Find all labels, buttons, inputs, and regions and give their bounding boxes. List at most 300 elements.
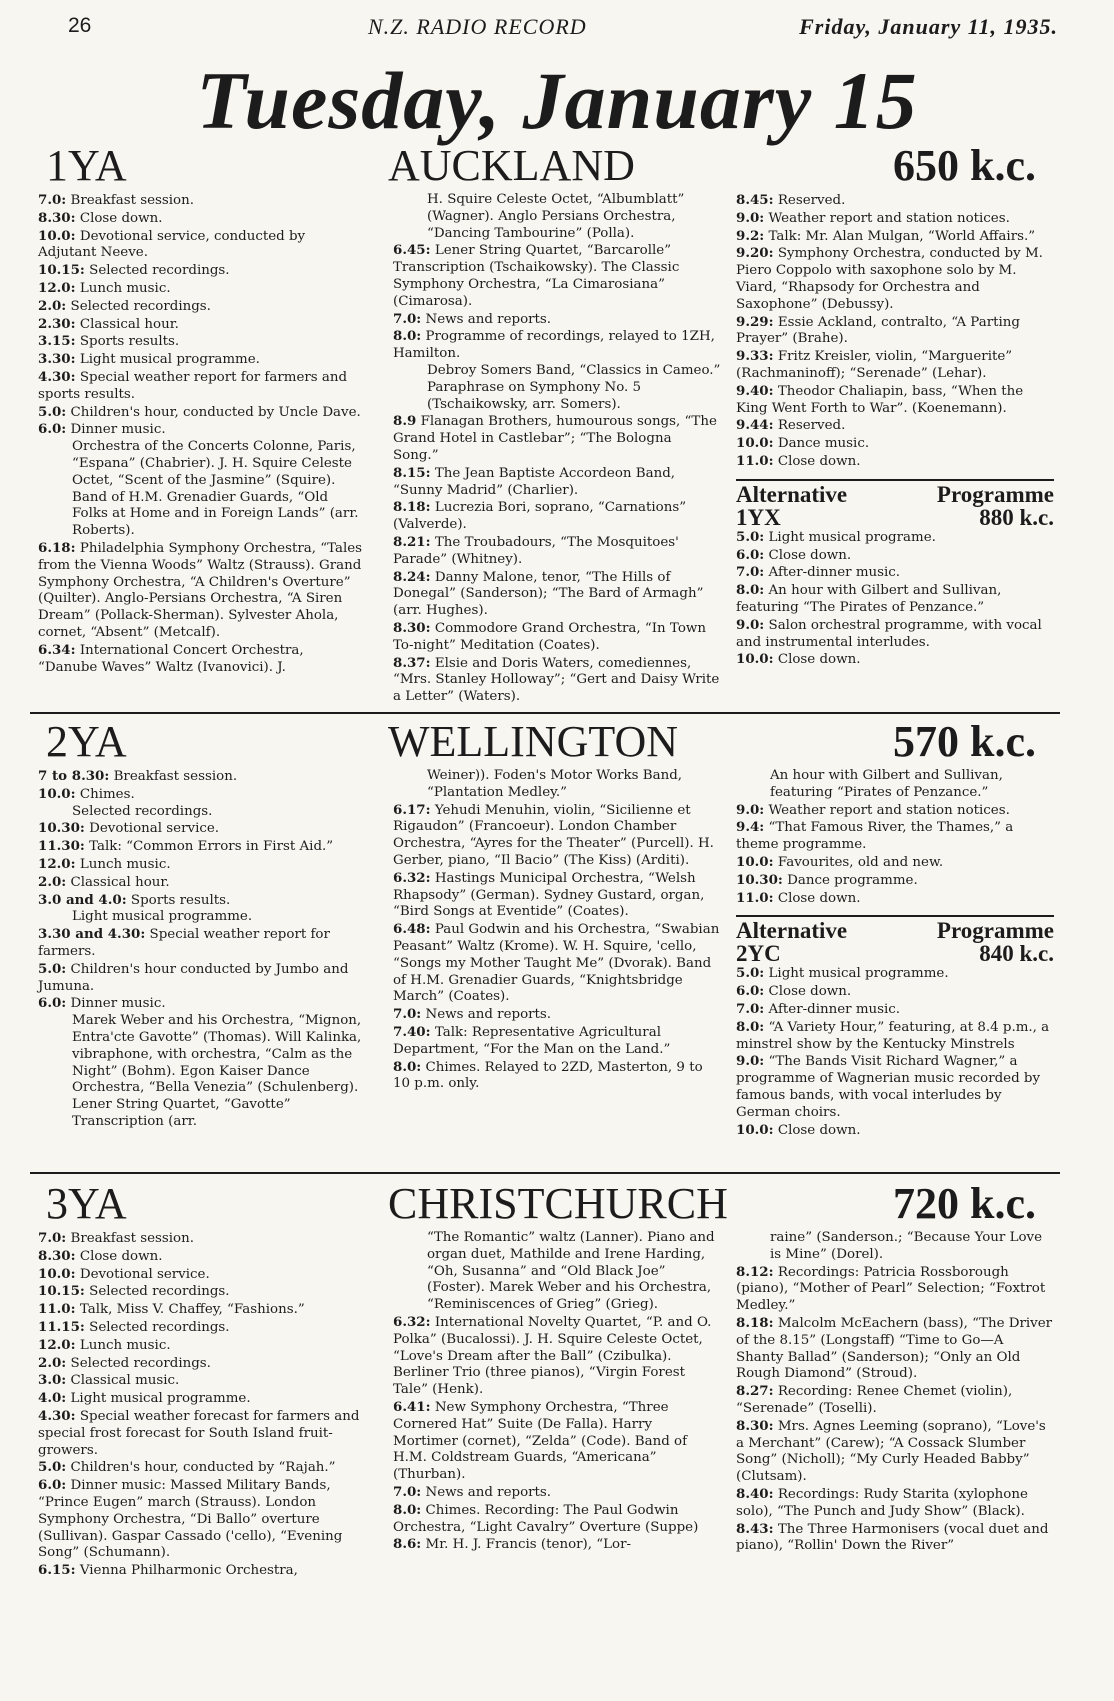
entry-text: H. Squire Celeste Octet, “Albumblatt” (Wagner). Anglo Persians Orchestra, “Dancing Tambourine” (Polla). — [427, 192, 685, 241]
entry-time: 6.17: — [393, 801, 431, 818]
programme-entry — [736, 1383, 1054, 1418]
entry-time: 6.48: — [393, 921, 431, 938]
programme-entry — [38, 874, 366, 892]
entry-text: The Jean Baptiste Accordeon Band, “Sunny Madrid” (Charlier). — [393, 465, 676, 498]
entry-text: Fritz Kreisler, violin, “Marguerite” (Rachmaninoff); “Serenade” (Lehar). — [736, 349, 1013, 381]
entry-text: Classical hour. — [70, 874, 170, 890]
entry-time: 6.32: — [393, 869, 431, 886]
entry-text: Weather report and station notices. — [768, 210, 1010, 226]
programme-entry — [393, 363, 721, 413]
programme-entry — [38, 995, 366, 1013]
station-call-sign: 2YA — [46, 717, 127, 766]
entry-time: 5.0: — [38, 1459, 67, 1476]
programme-entry — [38, 1230, 366, 1248]
entry-time: 8.45: — [736, 192, 774, 208]
programme-entry — [736, 872, 1054, 890]
station-header — [38, 1180, 1056, 1228]
entry-time: 12.0: — [38, 855, 76, 872]
entry-time: 9.29: — [736, 313, 774, 330]
entry-time: 4.30: — [38, 1407, 76, 1424]
programme-entry — [393, 1536, 721, 1554]
entry-text: Close down. — [768, 547, 852, 563]
alternative-frequency: 840 k.c. — [979, 941, 1054, 967]
entry-text: Close down. — [768, 984, 852, 1000]
entry-time: 3.0: — [38, 1372, 67, 1389]
day-title: Tuesday, January 15 — [196, 55, 918, 146]
programme-entry — [393, 499, 721, 534]
entry-text: Breakfast session. — [113, 769, 238, 784]
entry-text: Salon orchestral programme, with vocal and instrumental interludes. — [736, 617, 1042, 650]
programme-entry — [38, 298, 366, 316]
entry-text: Lunch music. — [79, 1337, 171, 1353]
programme-label: Programme — [936, 918, 1054, 944]
alternative-programme — [736, 479, 1054, 669]
programme-entry — [393, 1399, 721, 1484]
entry-text: Selected recordings. — [89, 263, 230, 279]
programme-entry — [736, 617, 1054, 652]
entry-text: Dinner music. — [70, 996, 166, 1012]
programme-entry — [736, 1315, 1054, 1383]
entry-time: 3.30: — [38, 351, 76, 368]
entry-text: Close down. — [777, 652, 861, 668]
station-auckland — [38, 142, 1056, 712]
entry-text: Recordings: Rudy Starita (xylophone solo), “The Punch and Judy Show” (Black). — [736, 1486, 1028, 1519]
programme-entry — [38, 540, 366, 642]
programme-entry — [393, 655, 721, 706]
programme-column-1 — [38, 192, 366, 676]
programme-entry — [38, 1477, 366, 1562]
entry-time: 6.0: — [736, 983, 765, 1000]
entry-time: 3.30 and 4.30: — [38, 926, 146, 943]
alternative-label: Alternative — [736, 481, 848, 507]
entry-text: Philadelphia Symphony Orchestra, “Tales from the Vienna Woods” Waltz (Strauss). Grand Symphony Orchestra, “A Children's Overture” (Quilter). Anglo-Persians Orchestra, “A Siren Dream” (Pollack-Sherman). Sylvester Ahola, cornet, “Absent” (Metcalf). — [38, 540, 363, 640]
entry-text: Selected recordings. — [89, 1284, 230, 1300]
entry-text: Close down. — [79, 210, 163, 226]
station-call-sign: 3YA — [46, 1179, 127, 1228]
programme-entry — [736, 983, 1054, 1001]
entry-text: Malcolm McEachern (bass), “The Driver of the 8.15” (Longstaff) “Time to Go—A Shanty Ballad” (Sanderson); “Only an Old Rough Diamond” (Stroud). — [736, 1315, 1053, 1382]
programme-entry — [736, 245, 1054, 313]
entry-time: 9.20: — [736, 245, 774, 262]
entry-time: 7 to 8.30: — [38, 768, 110, 784]
entry-time: 11.0: — [38, 1301, 76, 1318]
entry-time: 8.30: — [736, 1417, 774, 1434]
programme-entry — [38, 421, 366, 439]
programme-entry — [736, 1122, 1054, 1140]
programme-column-2 — [393, 1230, 721, 1554]
programme-column-3 — [736, 768, 1054, 1139]
programme-entry — [736, 819, 1054, 854]
programme-entry — [38, 1408, 366, 1459]
entry-text: Recordings: Patricia Rossborough (piano), “Mother of Pearl” Selection; “Foxtrot Medley.” — [736, 1264, 1046, 1314]
programme-entry — [38, 369, 366, 404]
entry-time: 5.0: — [736, 965, 765, 982]
entry-time: 6.18: — [38, 539, 76, 556]
entry-time: 6.15: — [38, 1562, 76, 1579]
publication-title: N.Z. RADIO RECORD — [368, 14, 587, 39]
entry-text: Mr. H. J. Francis (tenor), “Lor- — [425, 1537, 631, 1553]
entry-time: 8.27: — [736, 1383, 774, 1400]
station-frequency: 720 k.c. — [893, 1179, 1036, 1228]
programme-entry — [393, 870, 721, 921]
programme-entry — [736, 417, 1054, 435]
entry-text: Vienna Philharmonic Orchestra, — [79, 1563, 298, 1579]
programme-column-2 — [393, 768, 721, 1093]
entry-text: Elsie and Doris Waters, comediennes, “Mrs. Stanley Holloway”; “Gert and Daisy Write a Letter” (Waters). — [393, 655, 720, 705]
programme-entry — [38, 768, 366, 786]
entry-text: News and reports. — [425, 311, 552, 327]
programme-entry — [736, 453, 1054, 471]
programme-entry — [38, 804, 366, 821]
programme-entry — [393, 802, 721, 870]
entry-text: News and reports. — [425, 1484, 552, 1500]
entry-time: 10.0: — [736, 435, 774, 452]
entry-text: Special weather report for farmers. — [38, 927, 330, 959]
programme-entry — [393, 328, 721, 363]
programme-entry — [736, 965, 1054, 983]
entry-text: Paul Godwin and his Orchestra, “Swabian Peasant” Waltz (Krome). W. H. Squire, 'cello, “Songs my Mother Taught Me” (Dvorak). Band of H.M. Grenadier Guards, “Knightsbridge March” (Coates). — [393, 922, 720, 1005]
entry-text: Talk, Miss V. Chaffey, “Fashions.” — [79, 1302, 305, 1318]
entry-text: Light musical programme. — [79, 352, 260, 368]
programme-entry — [736, 1521, 1054, 1556]
programme-entry — [736, 1053, 1054, 1121]
entry-text: Light musical programme. — [768, 966, 949, 982]
programme-entry — [736, 435, 1054, 453]
entry-time: 10.15: — [38, 1283, 85, 1300]
programme-entry — [38, 316, 366, 334]
entry-time: 7.40: — [393, 1023, 431, 1040]
entry-text: Dance music. — [777, 436, 870, 452]
entry-time: 10.0: — [736, 651, 774, 668]
programme-entry — [38, 262, 366, 280]
programme-entry — [38, 210, 366, 228]
entry-time: 11.0: — [736, 452, 774, 469]
entry-time: 8.0: — [393, 328, 422, 345]
alternative-programme-list — [736, 965, 1054, 1139]
entry-text: Close down. — [777, 890, 861, 906]
programme-entry — [736, 1486, 1054, 1521]
entry-text: Light musical programme. — [70, 1391, 251, 1407]
entry-time: 9.33: — [736, 348, 774, 365]
entry-text: Orchestra of the Concerts Colonne, Paris, “Espana” (Chabrier). J. H. Squire Celeste Octet, “Scent of the Jasmine” (Squire). Band of H.M. Grenadier Guards, “Old Folks at Home and in Foreign Lands” (arr. Roberts). — [72, 439, 359, 539]
alternative-header — [736, 919, 1054, 965]
entry-time: 7.0: — [736, 1000, 765, 1017]
programme-column-3 — [736, 1230, 1054, 1555]
entry-time: 7.0: — [38, 192, 67, 208]
programme-entry — [393, 569, 721, 620]
station-city: AUCKLAND — [388, 141, 635, 190]
entry-time: 6.32: — [393, 1313, 431, 1330]
entry-time: 11.15: — [38, 1318, 85, 1335]
entry-text: News and reports. — [425, 1007, 552, 1023]
entry-text: Chimes. Recording: The Paul Godwin Orchestra, “Light Cavalry” Overture (Suppe) — [393, 1502, 699, 1535]
programme-entry — [736, 1418, 1054, 1486]
entry-time: 8.0: — [393, 1058, 422, 1075]
entry-text: New Symphony Orchestra, “Three Cornered Hat” Suite (De Falla). Harry Mortimer (cornet), “Zelda” (Code). Band of H.M. Coldstream Guards, “Americana” (Thurban). — [393, 1399, 688, 1483]
entry-text: Theodor Chaliapin, bass, “When the King Went Forth to War”. (Koenemann). — [736, 383, 1024, 416]
entry-time: 10.0: — [38, 1265, 76, 1282]
programme-entry — [736, 210, 1054, 228]
entry-text: “That Famous River, the Thames,” a theme programme. — [736, 820, 1014, 853]
entry-text: The Three Harmonisers (vocal duet and piano), “Rollin' Down the River” — [736, 1521, 1049, 1554]
entry-text: Lener String Quartet, “Barcarolle” Transcription (Tschaikowsky). The Classic Symphony Orchestra, “La Cimarosiana” (Cimarosa). — [393, 243, 680, 309]
entry-time: 9.4: — [736, 819, 765, 836]
station-header — [38, 718, 1056, 766]
entry-time: 9.0: — [736, 1053, 765, 1070]
entry-time: 5.0: — [736, 528, 765, 545]
page-header — [38, 14, 1058, 44]
programme-entry — [38, 1319, 366, 1337]
entry-time: 8.30: — [38, 209, 76, 226]
programme-column-1 — [38, 768, 366, 1131]
main-programme-list — [736, 768, 1054, 907]
entry-time: 12.0: — [38, 1336, 76, 1353]
programme-entry — [736, 348, 1054, 383]
entry-time: 9.0: — [736, 801, 765, 818]
station-call-sign: 1YA — [46, 141, 127, 190]
entry-text: Mrs. Agnes Leeming (soprano), “Love's a Merchant” (Carew); “A Cossack Slumber Song” (Nicholl); “My Curly Headed Babby” (Clutsam). — [736, 1418, 1046, 1485]
entry-time: 6.34: — [38, 641, 76, 658]
programme-label: Programme — [936, 481, 1054, 507]
entry-time: 9.0: — [736, 616, 765, 633]
programme-entry — [38, 838, 366, 856]
entry-time: 10.0: — [38, 227, 76, 244]
programme-entry — [38, 1562, 366, 1580]
entry-text: “A Variety Hour,” featuring, at 8.4 p.m., a minstrel show by the Kentucky Minstrels — [736, 1019, 1050, 1052]
entry-text: An hour with Gilbert and Sullivan, featuring “Pirates of Penzance.” — [770, 768, 1003, 800]
entry-time: 10.0: — [736, 1121, 774, 1138]
entry-text: Debroy Somers Band, “Classics in Cameo.” Paraphrase on Symphony No. 5 (Tschaikowsky, arr. Somers). — [427, 362, 721, 412]
entry-text: “The Romantic” waltz (Lanner). Piano and organ duet, Mathilde and Irene Harding, “Oh, Susanna” and “Old Black Joe” (Foster). Marek Weber and his Orchestra, “Reminiscences of Grieg” (Grieg). — [427, 1230, 715, 1313]
entry-text: Devotional service, conducted by Adjutant Neeve. — [38, 228, 306, 261]
entry-time: 8.24: — [393, 568, 431, 585]
entry-text: Selected recordings. — [70, 1355, 211, 1371]
programme-entry — [393, 1502, 721, 1537]
programme-entry — [393, 465, 721, 500]
entry-time: 8.15: — [393, 464, 431, 481]
entry-text: Lunch music. — [79, 280, 171, 296]
entry-time: 8.18: — [736, 1314, 774, 1331]
programme-entry — [393, 534, 721, 569]
programme-entry — [38, 1283, 366, 1301]
programme-entry — [736, 854, 1054, 872]
entry-text: Chimes. Relayed to 2ZD, Masterton, 9 to 10 p.m. only. — [393, 1059, 703, 1092]
entry-text: Favourites, old and new. — [777, 854, 944, 870]
station-header — [38, 142, 1056, 190]
entry-text: Children's hour conducted by Jumbo and Jumuna. — [38, 961, 349, 994]
entry-text: “The Bands Visit Richard Wagner,” a programme of Wagnerian music recorded by famous bands, with vocal interludes by German choirs. — [736, 1054, 1041, 1120]
entry-time: 2.0: — [38, 1354, 67, 1371]
entry-time: 7.0: — [38, 1230, 67, 1246]
programme-column-3 — [736, 192, 1054, 669]
programme-entry — [38, 333, 366, 351]
entry-time: 8.6: — [393, 1536, 422, 1553]
entry-time: 12.0: — [38, 279, 76, 296]
entry-text: Essie Ackland, contralto, “A Parting Prayer” (Brahe). — [736, 314, 1020, 347]
entry-text: Breakfast session. — [70, 1231, 194, 1246]
entry-text: Yehudi Menuhin, violin, “Sicilienne et Rigaudon” (Francoeur). London Chamber Orchestra, “Ayres for the Theater” (Purcell). H. Gerber, piano, “Il Bacio” (The Kiss) (Arditi). — [393, 802, 714, 868]
entry-time: 5.0: — [38, 960, 67, 977]
programme-entry — [38, 351, 366, 369]
entry-text: Classical music. — [70, 1373, 180, 1389]
entry-text: Classical hour. — [79, 316, 179, 332]
entry-text: International Novelty Quartet, “P. and O. Polka” (Bucalossi). J. H. Squire Celeste Octet, “Love's Dream after the Ball” (Czibulka). Berliner Trio (three pianos), “Virgin Forest Tale” (Henk). — [393, 1314, 712, 1398]
entry-time: 2.0: — [38, 873, 67, 890]
entry-text: Commodore Grand Orchestra, “In Town To-night” Meditation (Coates). — [393, 620, 706, 653]
programme-entry — [38, 1390, 366, 1408]
entry-text: Breakfast session. — [70, 193, 194, 208]
programme-entry — [393, 311, 721, 329]
programme-column-1 — [38, 1230, 366, 1580]
entry-time: 8.30: — [393, 619, 431, 636]
programme-entry — [38, 1301, 366, 1319]
issue-date: Friday, January 11, 1935. — [799, 14, 1058, 39]
alternative-frequency: 880 k.c. — [979, 504, 1054, 530]
entry-text: Flanagan Brothers, humourous songs, “The Grand Hotel in Castlebar”; “The Bologna Song.” — [393, 414, 717, 463]
entry-time: 8.0: — [736, 1018, 765, 1035]
programme-entry — [393, 1314, 721, 1399]
programme-entry — [38, 786, 366, 804]
entry-text: Selected recordings. — [72, 803, 213, 819]
entry-time: 6.41: — [393, 1398, 431, 1415]
programme-entry — [393, 192, 721, 242]
programme-entry — [38, 1355, 366, 1373]
entry-time: 10.30: — [38, 820, 85, 837]
entry-time: 9.44: — [736, 417, 774, 434]
entry-text: Selected recordings. — [89, 1319, 230, 1335]
entry-time: 6.0: — [38, 995, 67, 1012]
entry-time: 11.30: — [38, 838, 85, 855]
programme-entry — [38, 280, 366, 298]
programme-entry — [38, 1372, 366, 1390]
page-number: 26 — [68, 14, 92, 37]
entry-text: After-dinner music. — [768, 1001, 901, 1017]
entry-time: 11.0: — [736, 889, 774, 906]
entry-time: 8.40: — [736, 1485, 774, 1502]
programme-entry — [736, 228, 1054, 246]
entry-time: 8.30: — [38, 1247, 76, 1264]
programme-entry — [736, 192, 1054, 210]
programme-entry — [736, 1264, 1054, 1315]
programme-entry — [38, 909, 366, 926]
entry-time: 8.0: — [736, 582, 765, 599]
entry-time: 8.21: — [393, 533, 431, 550]
entry-text: Devotional service. — [89, 821, 220, 837]
programme-entry — [736, 768, 1054, 802]
entry-text: Sports results. — [130, 892, 231, 908]
entry-time: 3.0 and 4.0: — [38, 891, 127, 908]
programme-entry — [393, 1006, 721, 1024]
programme-column-2 — [393, 192, 721, 706]
programme-entry — [736, 1230, 1054, 1264]
programme-entry — [38, 1459, 366, 1477]
alternative-programme-list — [736, 529, 1054, 669]
programme-entry — [736, 314, 1054, 349]
entry-text: Reserved. — [777, 193, 846, 208]
programme-entry — [393, 1024, 721, 1059]
programme-entry — [736, 1019, 1054, 1054]
programme-entry — [38, 404, 366, 422]
entry-time: 4.30: — [38, 368, 76, 385]
entry-time: 2.30: — [38, 315, 76, 332]
entry-text: Special weather forecast for farmers and special frost forecast for South Island fruit-growers. — [38, 1408, 360, 1458]
programme-entry — [38, 439, 366, 540]
station-city: CHRISTCHURCH — [388, 1179, 728, 1228]
programme-entry — [393, 1059, 721, 1094]
entry-text: Talk: “Common Errors in First Aid.” — [89, 839, 334, 855]
entry-text: Talk: Mr. Alan Mulgan, “World Affairs.” — [768, 228, 1036, 244]
entry-time: 10.0: — [736, 853, 774, 870]
alternative-programme — [736, 915, 1054, 1139]
programme-entry — [393, 242, 721, 310]
entry-time: 9.2: — [736, 227, 765, 244]
entry-text: Special weather report for farmers and sports results. — [38, 369, 348, 402]
programme-entry — [736, 529, 1054, 547]
entry-time: 2.0: — [38, 297, 67, 314]
section-divider — [30, 1172, 1060, 1174]
entry-text: Children's hour, conducted by Uncle Dave. — [70, 404, 361, 420]
entry-time: 7.0: — [393, 1006, 422, 1023]
alternative-label: Alternative — [736, 918, 848, 944]
programme-entry — [736, 802, 1054, 820]
entry-text: International Concert Orchestra, “Danube Waves” Waltz (Ivanovici). J. — [38, 642, 304, 675]
entry-time: 10.15: — [38, 262, 85, 279]
programme-entry — [736, 564, 1054, 582]
entry-time: 10.30: — [736, 871, 783, 888]
programme-entry — [38, 642, 366, 677]
section-divider — [30, 712, 1060, 714]
entry-text: Talk: Representative Agricultural Department, “For the Man on the Land.” — [393, 1024, 671, 1057]
programme-entry — [736, 890, 1054, 908]
entry-text: Children's hour, conducted by “Rajah.” — [70, 1460, 336, 1476]
entry-text: Programme of recordings, relayed to 1ZH, Hamilton. — [393, 329, 715, 362]
entry-time: 6.45: — [393, 242, 431, 259]
entry-text: Symphony Orchestra, conducted by M. Piero Coppolo with saxophone solo by M. Viard, “Rhapsody for Orchestra and Saxophone” (Debussy). — [736, 246, 1043, 312]
entry-text: Dinner music: Massed Military Bands, “Prince Eugen” march (Strauss). London Symphony Orchestra, “Di Ballo” overture (Sullivan). Gaspar Cassado ('cello), “Evening Song” (Schumann). — [38, 1478, 343, 1561]
alternative-call-sign: 1YX — [736, 504, 781, 530]
entry-text: Recording: Renee Chemet (violin), “Serenade” (Toselli). — [736, 1384, 1013, 1416]
entry-time: 5.0: — [38, 403, 67, 420]
entry-time: 6.0: — [38, 1477, 67, 1494]
programme-entry — [393, 921, 721, 1006]
entry-text: Selected recordings. — [70, 298, 211, 314]
entry-time: 8.43: — [736, 1520, 774, 1537]
entry-text: Close down. — [79, 1248, 163, 1264]
programme-entry — [38, 1337, 366, 1355]
programme-entry — [38, 1248, 366, 1266]
entry-time: 8.12: — [736, 1263, 774, 1280]
entry-text: Hastings Municipal Orchestra, “Welsh Rhapsody” (German). Sydney Gustard, organ, “Bird Songs at Eventide” (Coates). — [393, 870, 705, 920]
entry-text: Weather report and station notices. — [768, 802, 1010, 818]
alternative-call-sign: 2YC — [736, 941, 781, 967]
programme-entry — [736, 1001, 1054, 1019]
programme-entry — [38, 926, 366, 961]
entry-text: Lucrezia Bori, soprano, “Carnations” (Valverde). — [393, 500, 687, 533]
entry-time: 6.0: — [38, 421, 67, 438]
programme-entry — [393, 768, 721, 802]
entry-time: 6.0: — [736, 546, 765, 563]
entry-text: Close down. — [777, 1122, 861, 1138]
entry-time: 7.0: — [393, 1483, 422, 1500]
entry-text: Sports results. — [79, 334, 180, 350]
station-wellington — [38, 718, 1056, 1158]
programme-entry — [38, 961, 366, 996]
entry-text: After-dinner music. — [768, 565, 901, 581]
entry-time: 10.0: — [38, 785, 76, 802]
entry-text: Light musical programe. — [768, 529, 936, 545]
entry-text: Dance programme. — [787, 872, 918, 888]
programme-entry — [38, 228, 366, 263]
